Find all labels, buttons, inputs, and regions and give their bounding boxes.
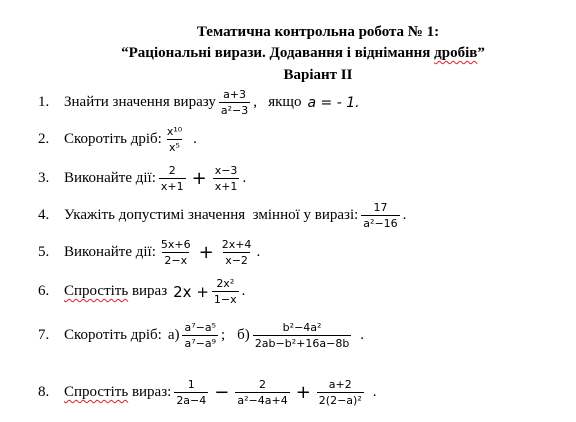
denominator: a²−16: [363, 217, 398, 230]
task-7: [38, 321, 364, 350]
denominator: a²−4a+4: [237, 394, 288, 407]
denominator: a²−3: [220, 104, 249, 117]
fraction: [174, 378, 208, 407]
fraction: [253, 321, 351, 350]
task-4: [38, 201, 406, 230]
task-number: 5.: [38, 244, 50, 260]
fraction: [213, 164, 240, 193]
denominator: 2a−4: [176, 394, 207, 407]
task-number: 7.: [38, 327, 50, 343]
denominator: x+1: [160, 180, 184, 193]
fraction: [212, 277, 239, 306]
task-number: 8.: [38, 384, 50, 400]
numerator: 2: [168, 164, 176, 177]
operator: −: [214, 382, 230, 403]
task-tail: .: [360, 327, 365, 343]
numerator: a⁷−a⁵: [184, 321, 216, 334]
task-text: Виконайте дії:: [64, 170, 156, 186]
title-line-1: Тематична контрольна робота № 1:: [196, 24, 440, 40]
fraction: [235, 378, 289, 407]
fraction: [159, 238, 193, 267]
task-tail: .: [402, 207, 407, 223]
task-tail: .: [256, 244, 261, 260]
part-b-label: б): [237, 327, 250, 343]
fraction: [219, 88, 250, 117]
numerator: 2x²: [216, 277, 235, 290]
operator: +: [295, 382, 311, 403]
numerator: x−3: [214, 164, 238, 177]
variant-label: Варіант II: [283, 67, 353, 83]
denominator: x−2: [225, 254, 248, 267]
denominator: 2ab−b²+16a−8b: [254, 337, 350, 350]
task-text: Скоротіть дріб:: [64, 327, 162, 343]
numerator: b²−4a²: [282, 321, 322, 334]
task-2: [38, 125, 197, 154]
task-text-underlined: Спростіть: [64, 283, 129, 299]
task-8: [38, 378, 377, 407]
task-5: [38, 238, 260, 267]
fraction: [361, 201, 399, 230]
numerator: a+3: [223, 88, 247, 101]
numerator: 1: [187, 378, 195, 391]
numerator: 17: [373, 201, 388, 214]
fraction: [159, 164, 186, 193]
operator: +: [198, 242, 214, 263]
denominator: x⁵: [169, 141, 180, 154]
denominator: 1−x: [213, 293, 237, 306]
task-tail: .: [242, 170, 247, 186]
task-number: 6.: [38, 283, 50, 299]
fraction: [165, 125, 184, 154]
task-text-underlined: Спростіть: [64, 384, 129, 400]
task-1: [38, 88, 360, 117]
numerator: 2x+4: [221, 238, 252, 251]
denominator: 2−x: [164, 254, 188, 267]
fraction: [182, 321, 218, 350]
numerator: 5x+6: [160, 238, 191, 251]
numerator: x¹⁰: [166, 125, 183, 138]
operator: +: [191, 168, 207, 189]
title-line-2-prefix: “Раціональні вирази. Додавання і віднімання: [121, 45, 435, 61]
denominator: a⁷−a⁹: [184, 337, 216, 350]
condition: a = - 1.: [307, 94, 360, 111]
title-line-2-suffix: ”: [477, 45, 485, 61]
numerator: 2: [259, 378, 267, 391]
part-a-label: а): [167, 327, 180, 343]
task-number: 2.: [38, 131, 50, 147]
task-number: 1.: [38, 94, 50, 110]
expression: 2x +: [173, 282, 209, 301]
task-tail: .: [193, 131, 197, 147]
task-text: Знайти значення виразу: [64, 94, 216, 110]
separator: ;: [221, 327, 226, 343]
task-6: [38, 277, 245, 306]
title-line-2: [0, 44, 576, 63]
task-number: 4.: [38, 207, 50, 223]
title-line-2-word: дробів: [434, 45, 478, 61]
fraction: [317, 378, 364, 407]
denominator: x+1: [214, 180, 238, 193]
task-number: 3.: [38, 170, 50, 186]
numerator: a+2: [328, 378, 352, 391]
denominator: 2(2−a)²: [318, 394, 362, 407]
task-text: вираз: [128, 283, 168, 299]
task-text: вираз:: [128, 384, 172, 400]
task-3: [38, 164, 246, 193]
task-text: Укажіть допустимі значення змінної у виразі:: [64, 207, 359, 223]
task-text: Скоротіть дріб:: [64, 131, 162, 147]
task-tail: , якщо: [253, 94, 302, 110]
task-text: Виконайте дії:: [64, 244, 156, 260]
fraction: [220, 238, 254, 267]
task-tail: .: [241, 283, 246, 299]
task-tail: .: [372, 384, 377, 400]
